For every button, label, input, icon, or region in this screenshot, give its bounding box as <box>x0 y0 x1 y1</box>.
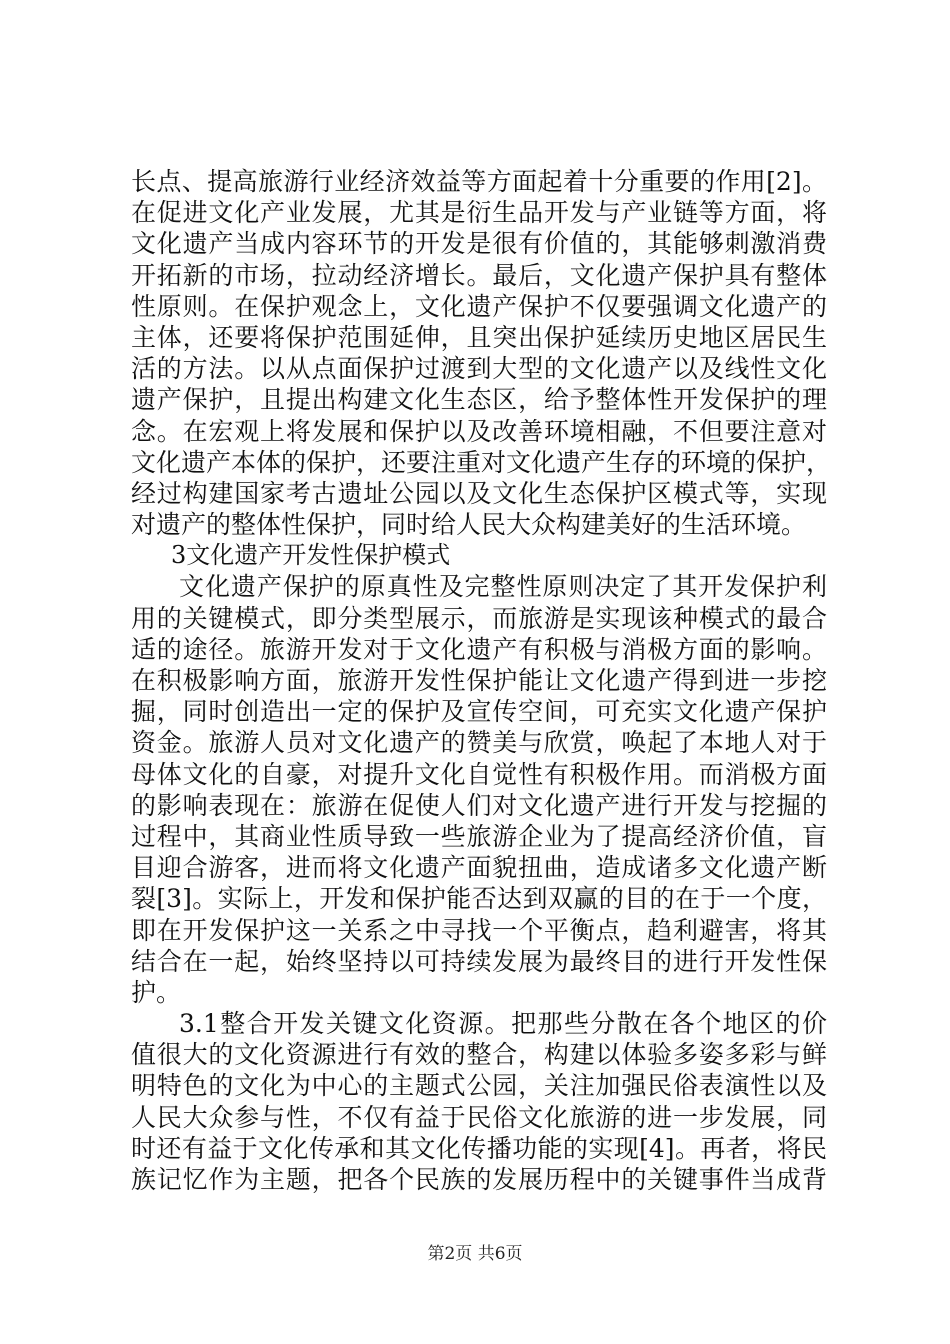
text-line: 护。 <box>131 977 182 1007</box>
text-line: 裂[3]。实际上，开发和保护能否达到双赢的目的在于一个度， <box>131 884 827 914</box>
document-body <box>131 166 832 1195</box>
text-line: 主体，还要将保护范围延伸，且突出保护延续历史地区居民生 <box>131 322 827 352</box>
text-line: 念。在宏观上将发展和保护以及改善环境相融，不但要注意对 <box>131 416 827 446</box>
text-line: 人民大众参与性，不仅有益于民俗文化旅游的进一步发展，同 <box>131 1102 827 1132</box>
text-line: 3.1整合开发关键文化资源。把那些分散在各个地区的价 <box>179 1009 827 1039</box>
text-line: 文化遗产本体的保护，还要注重对文化遗产生存的环境的保护， <box>131 447 832 477</box>
text-line: 值很大的文化资源进行有效的整合，构建以体验多姿多彩与鲜 <box>131 1040 827 1070</box>
text-line: 用的关键模式，即分类型展示，而旅游是实现该种模式的最合 <box>131 603 827 633</box>
text-line: 文化遗产保护的原真性及完整性原则决定了其开发保护利 <box>179 572 827 602</box>
text-line: 资金。旅游人员对文化遗产的赞美与欣赏，唤起了本地人对于 <box>131 728 827 758</box>
text-line: 长点、提高旅游行业经济效益等方面起着十分重要的作用[2]。 <box>131 167 827 196</box>
paragraph-2 <box>131 571 827 1008</box>
text-line: 结合在一起，始终坚持以可持续发展为最终目的进行开发性保 <box>131 946 827 976</box>
page-number-footer: 第2页 共6页 <box>427 1244 523 1264</box>
text-line: 经过构建国家考古遗址公园以及文化生态保护区模式等，实现 <box>131 478 827 508</box>
text-line: 的影响表现在：旅游在促使人们对文化遗产进行开发与挖掘的 <box>131 790 827 820</box>
text-line: 母体文化的自豪，对提升文化自觉性有积极作用。而消极方面 <box>131 759 827 789</box>
text-line: 文化遗产当成内容环节的开发是很有价值的，其能够刺激消费 <box>131 229 827 259</box>
text-line: 即在开发保护这一关系之中寻找一个平衡点，趋利避害，将其 <box>131 915 827 945</box>
text-line: 在积极影响方面，旅游开发性保护能让文化遗产得到进一步挖 <box>131 666 827 695</box>
text-line: 开拓新的市场，拉动经济增长。最后，文化遗产保护具有整体 <box>131 260 827 290</box>
paragraph-1 <box>131 166 832 540</box>
text-line: 时还有益于文化传承和其文化传播功能的实现[4]。再者，将民 <box>131 1133 827 1163</box>
text-line: 过程中，其商业性质导致一些旅游企业为了提高经济价值，盲 <box>131 821 827 851</box>
text-line: 性原则。在保护观念上，文化遗产保护不仅要强调文化遗产的 <box>131 291 827 321</box>
text-line: 活的方法。以从点面保护过渡到大型的文化遗产以及线性文化 <box>131 354 827 384</box>
text-line: 掘，同时创造出一定的保护及宣传空间，可充实文化遗产保护 <box>131 697 827 727</box>
text-line: 明特色的文化为中心的主题式公园，关注加强民俗表演性以及 <box>131 1071 827 1101</box>
text-line: 目迎合游客，进而将文化遗产面貌扭曲，造成诸多文化遗产断 <box>131 853 827 883</box>
text-line: 在促进文化产业发展，尤其是衍生品开发与产业链等方面，将 <box>131 198 827 228</box>
section-heading: 3文化遗产开发性保护模式 <box>171 541 451 570</box>
text-line: 族记忆作为主题，把各个民族的发展历程中的关键事件当成背 <box>131 1165 827 1194</box>
text-line: 遗产保护，且提出构建文化生态区，给予整体性开发保护的理 <box>131 385 827 415</box>
paragraph-3 <box>131 1008 827 1195</box>
text-line: 对遗产的整体性保护，同时给人民大众构建美好的生活环境。 <box>131 510 807 540</box>
text-line: 适的途径。旅游开发对于文化遗产有积极与消极方面的影响。 <box>131 634 827 664</box>
